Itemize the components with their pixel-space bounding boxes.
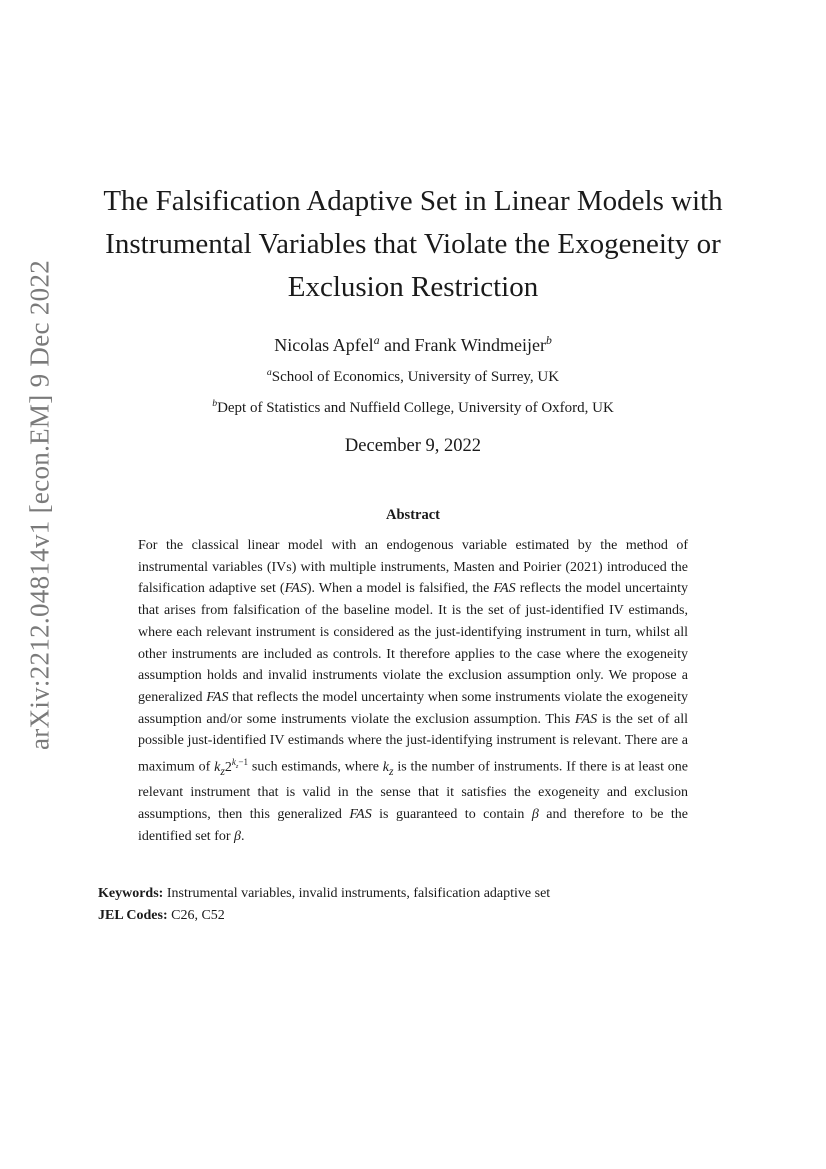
math-z: z [220,764,225,778]
paper-title: The Falsification Adaptive Set in Linear Models with Instrumental Variables that Violate the Exogeneity or Exclusion Restriction [103,185,723,303]
affiliation-mark: b [212,398,218,409]
affiliation-mark: a [373,334,380,347]
author-name: Nicolas Apfel [274,335,374,355]
math-beta: β [234,828,242,844]
jel-codes-label: JEL Codes: [98,908,168,923]
arxiv-identifier-stamp [20,259,60,751]
author-joiner: and [379,335,415,355]
author-list [80,334,746,356]
abstract-text: is the number of instruments. If there is at least one relevant instrument that is valid in the sense that it satisfies the exogeneity and exclusion assumptions, then this generalized [138,759,689,822]
abstract-heading: Abstract [386,507,440,523]
math-k: k [382,759,389,775]
abstract-text: and therefore to be the identified set for [138,806,688,844]
abstract-text: such estimands, where [248,759,383,775]
affiliation-text: School of Economics, University of Surrey, UK [271,369,560,385]
math-beta: β [531,806,539,822]
math-z: z [389,764,394,778]
keywords-label: Keywords: [98,886,164,901]
fas-term: FAS [206,689,229,705]
affiliation-b [80,398,746,417]
arxiv-id-text: arXiv:2212.04814v1 [econ.EM] 9 Dec 2022 [24,259,55,751]
math-minus-one: −1 [238,757,249,768]
abstract-text: reflects the model uncertainty that arises from falsification of the baseline model. It is the set of just-identified IV estimands, where each relevant instrument is considered as the just-identifying instrument in turn, whilst all other instruments are included as controls. It therefore applies to the case where the exogeneity assumption holds and invalid instruments violate the exclusion assumption only. We propose a generalized [138,581,689,705]
math-z: z [235,762,239,770]
jel-codes-line [98,908,748,924]
author-name: Frank Windmeijer [414,335,546,355]
fas-term: FAS [284,581,307,597]
abstract-body [138,535,688,847]
affiliation-mark: b [545,334,552,347]
math-k: k [231,757,236,768]
fas-term: FAS [574,711,598,727]
keywords-line [98,886,748,902]
abstract-text: ). When a model is falsified, the [306,581,494,597]
math-k: k [214,759,221,775]
math-2: 2 [224,759,232,775]
affiliation-a [80,367,746,386]
abstract-text: . [241,828,245,844]
abstract-text: that reflects the model uncertainty when some instruments violate the exogeneity assumption and/or some instruments violate the exclusion assumption. This [138,689,688,727]
keywords-text: Instrumental variables, invalid instruments, falsification adaptive set [166,886,551,901]
affiliation-text: Dept of Statistics and Nuffield College, University of Oxford, UK [217,400,614,416]
abstract-text: is guaranteed to contain [371,806,532,822]
math-kz [382,759,394,778]
abstract-text: is the set of all possible just-identified IV estimands where the just-identifying instrument is relevant. There are a maximum of [138,711,688,775]
fas-term: FAS [493,581,516,597]
paper-date: December 9, 2022 [344,436,482,456]
affiliation-mark: a [266,367,272,378]
fas-term: FAS [349,806,372,822]
math-kz-power [214,757,249,778]
abstract-text: For the classical linear model with an endogenous variable estimated by the method of instrumental variables (IVs) with multiple instruments, Masten and Poirier (2021) introduced the falsification adaptive set ( [138,538,688,597]
jel-codes-text: C26, C52 [171,908,225,923]
